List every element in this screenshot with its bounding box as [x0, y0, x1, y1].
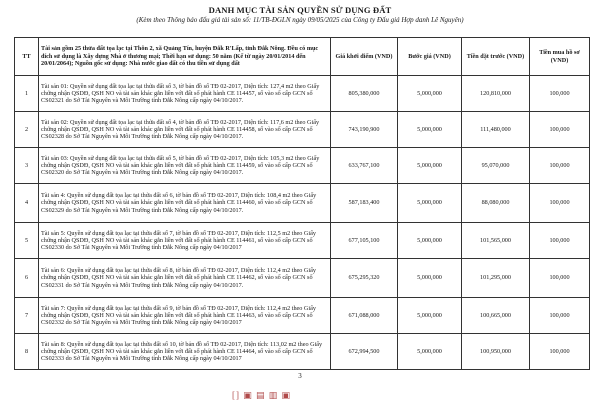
row-description: Tài sản 5: Quyền sử dụng đất tọa lạc tại thửa đất số 7, tờ bản đồ số TĐ 02-2017, Diện tích: 112,5 m2 theo Giấy chứng nhận QSDĐ, QSH NO và tài sản khác gắn liền với đất số phát hành CE 114461, số vào sổ cấp GCN số CS02330 do Sở Tài Nguyên và Môi Trường tỉnh Đắk Nông cấp ngày 04/10/2017	[39, 223, 331, 259]
page-subtitle: (Kèm theo Thông báo đấu giá tài sản số: 11/TB-ĐGLN ngày 09/05/2025 của Công ty Đấu giá Hợp danh Lê Nguyên)	[136, 16, 464, 24]
row-index: 4	[15, 184, 39, 223]
row-step: 5,000,000	[398, 223, 462, 259]
row-description: Tài sản 03: Quyền sử dụng đất tọa lạc tại thửa đất số 5, tờ bản đồ số TĐ 02-2017, Diện tích: 105,3 m2 theo Giấy chứng nhận QSDĐ, QSH NO và tài sản khác gắn liền với đất số phát hành CE 114459, số vào sổ cấp GCN số CS02320 do Sở Tài Nguyên và Môi Trường tỉnh Đắk Nông cấp ngày 04/10/2017.	[39, 148, 331, 184]
table-row	[15, 112, 590, 148]
row-step: 5,000,000	[398, 334, 462, 370]
row-description: Tài sản 6: Quyền sử dụng đất tọa lạc tại thửa đất số 8, tờ bản đồ số TĐ 02-2017, Diện tích: 112,4 m2 theo Giấy chứng nhận QSDĐ, QSH NO và tài sản khác gắn liền với đất số phát hành CE 114462, số vào sổ cấp GCN số CS02331 do Sở Tài Nguyên và Môi Trường tỉnh Đắk Nông cấp ngày 04/10/2017.	[39, 259, 331, 298]
row-start-price: 743,190,900	[331, 112, 398, 148]
page-title: DANH MỤC TÀI SẢN QUYỀN SỬ DỤNG ĐẤT	[208, 5, 392, 15]
row-start-price: 677,105,100	[331, 223, 398, 259]
table-row	[15, 223, 590, 259]
row-deposit: 120,810,000	[462, 76, 530, 112]
row-step: 5,000,000	[398, 148, 462, 184]
header-step: Bước giá (VND)	[398, 38, 462, 76]
row-start-price: 671,088,000	[331, 298, 398, 334]
row-deposit: 101,295,000	[462, 259, 530, 298]
row-deposit: 101,565,000	[462, 223, 530, 259]
row-fee: 100,000	[530, 298, 590, 334]
row-fee: 100,000	[530, 334, 590, 370]
row-step: 5,000,000	[398, 298, 462, 334]
header-start-price: Giá khởi điểm (VND)	[331, 38, 398, 76]
row-start-price: 633,767,100	[331, 148, 398, 184]
row-index: 2	[15, 112, 39, 148]
row-step: 5,000,000	[398, 259, 462, 298]
row-index: 3	[15, 148, 39, 184]
header-tt: TT	[15, 38, 39, 76]
row-fee: 100,000	[530, 112, 590, 148]
table-row	[15, 148, 590, 184]
row-deposit: 88,080,000	[462, 184, 530, 223]
row-deposit: 100,950,000	[462, 334, 530, 370]
row-description: Tài sản 4: Quyền sử dụng đất tọa lạc tại thửa đất số 6, tờ bản đồ số TĐ 02-2017, Diện tích: 108,4 m2 theo Giấy chứng nhận QSDĐ, QSH NO và tài sản khác gắn liền với đất số phát hành CE 114460, số vào sổ cấp GCN số CS02329 do Sở Tài Nguyên và Môi Trường tỉnh Đắk Nông cấp ngày 04/10/2017.	[39, 184, 331, 223]
table-row	[15, 184, 590, 223]
footer-marks: [] ▣ ▤ ▥ ▣	[232, 390, 292, 400]
table-header-row	[15, 38, 590, 76]
row-fee: 100,000	[530, 223, 590, 259]
page-number: 3	[298, 372, 302, 380]
row-description: Tài sản 8: Quyền sử dụng đất tọa lạc tại thửa đất số 10, tờ bản đồ số TĐ 02-2017, Diện tích: 113,02 m2 theo Giấy chứng nhận QSDĐ, QSH NO và tài sản khác gắn liền với đất số phát hành CE 114464, số vào sổ cấp GCN số CS02333 do Sở Tài Nguyên và Môi Trường tỉnh Đắk Nông cấp ngày 04/10/2017	[39, 334, 331, 370]
row-fee: 100,000	[530, 259, 590, 298]
table-row	[15, 334, 590, 370]
row-index: 5	[15, 223, 39, 259]
table-row	[15, 76, 590, 112]
table-row	[15, 298, 590, 334]
row-fee: 100,000	[530, 184, 590, 223]
row-fee: 100,000	[530, 76, 590, 112]
header-deposit: Tiền đặt trước (VND)	[462, 38, 530, 76]
row-start-price: 675,295,320	[331, 259, 398, 298]
row-start-price: 672,994,500	[331, 334, 398, 370]
row-description: Tài sản 02: Quyền sử dụng đất tọa lạc tại thửa đất số 4, tờ bản đồ số TĐ 02-2017, Diện tích: 117,6 m2 theo Giấy chứng nhận QSDĐ, QSH NO và tài sản khác gắn liền với đất số phát hành CE 114458, số vào sổ cấp GCN số CS02328 do Sở Tài Nguyên và Môi Trường tỉnh Đắk Nông cấp ngày 04/10/2017.	[39, 112, 331, 148]
row-step: 5,000,000	[398, 184, 462, 223]
row-description: Tài sản 01: Quyền sử dụng đất tọa lạc tại thửa đất số 3, tờ bản đồ số TĐ 02-2017, Diện tích: 127,4 m2 theo Giấy chứng nhận QSDĐ, QSH NO và tài sản khác gắn liền với đất số phát hành CE 114457, số vào sổ cấp GCN số CS02321 do Sở Tài Nguyên và Môi Trường tỉnh Đắk Nông cấp ngày 04/10/2017.	[39, 76, 331, 112]
row-step: 5,000,000	[398, 76, 462, 112]
row-deposit: 100,665,000	[462, 298, 530, 334]
asset-table	[14, 37, 590, 370]
row-start-price: 587,183,400	[331, 184, 398, 223]
row-deposit: 95,070,000	[462, 148, 530, 184]
row-index: 8	[15, 334, 39, 370]
row-index: 6	[15, 259, 39, 298]
row-index: 1	[15, 76, 39, 112]
header-description: Tài sản gồm 25 thửa đất tọa lạc tại Thôn 2, xã Quảng Tín, huyện Đắk R'Lấp, tỉnh Đắk Nông. Đều có mục đích sử dụng là Xây dựng Nhà ở thương mại; Thời hạn sử dụng: 50 năm (Kể từ ngày 20/01/2014 đến 20/01/2064); Nguồn gốc sử dụng: Nhà nước giao đất có thu tiền sử dụng đất	[39, 38, 331, 76]
row-index: 7	[15, 298, 39, 334]
table-row	[15, 259, 590, 298]
row-deposit: 111,480,000	[462, 112, 530, 148]
row-step: 5,000,000	[398, 112, 462, 148]
row-start-price: 805,380,000	[331, 76, 398, 112]
row-fee: 100,000	[530, 148, 590, 184]
row-description: Tài sản 7: Quyền sử dụng đất tọa lạc tại thửa đất số 9, tờ bản đồ số TĐ 02-2017, Diện tích: 112,4 m2 theo Giấy chứng nhận QSDĐ, QSH NO và tài sản khác gắn liền với đất số phát hành CE 114463, số vào sổ cấp GCN số CS02332 do Sở Tài Nguyên và Môi Trường tỉnh Đắk Nông cấp ngày 04/10/2017	[39, 298, 331, 334]
header-fee: Tiền mua hồ sơ (VND)	[530, 38, 590, 76]
